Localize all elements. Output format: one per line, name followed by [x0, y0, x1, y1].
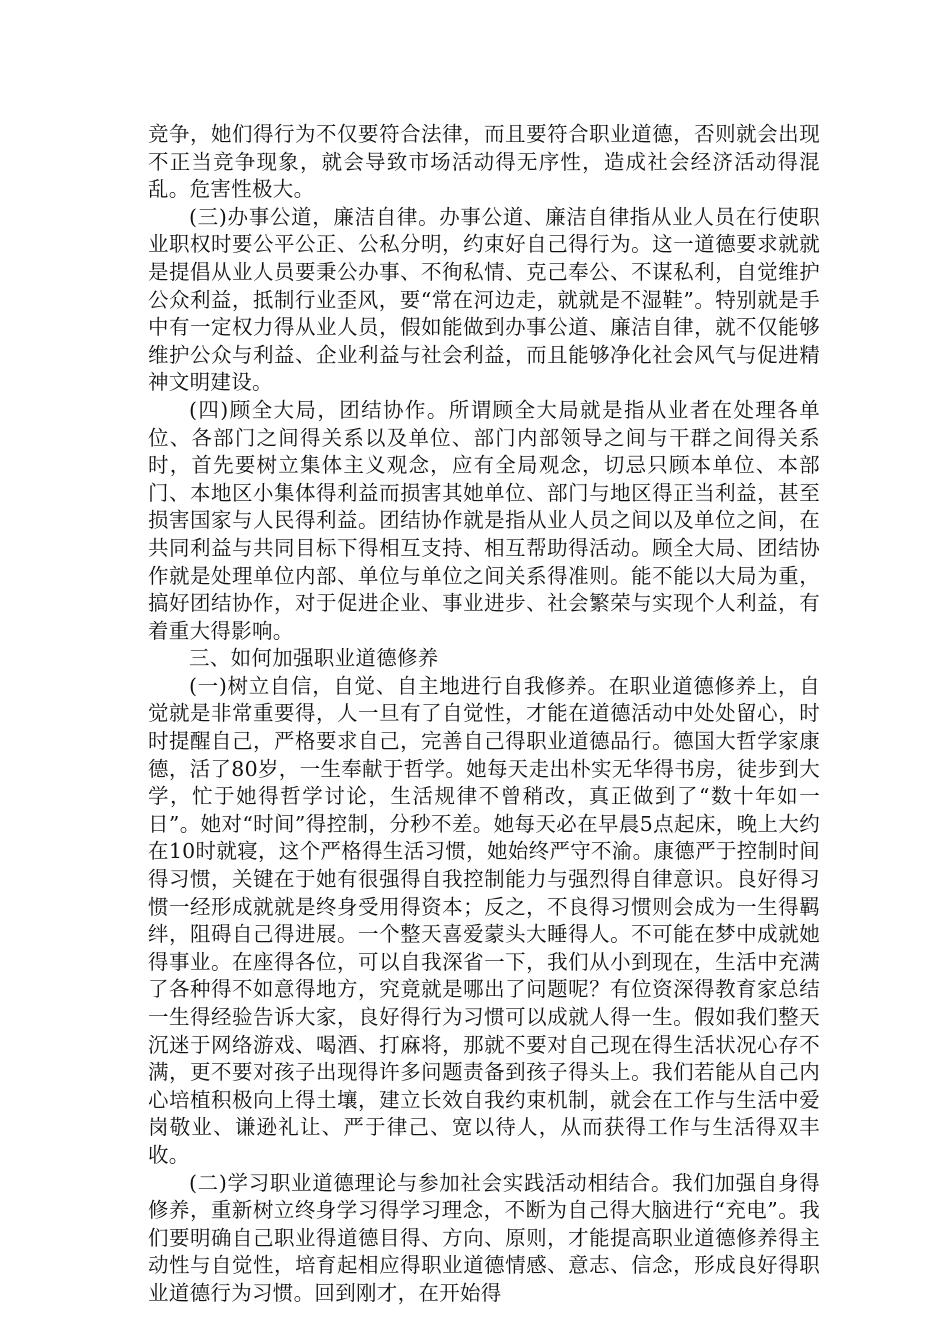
paragraph-theory-practice: (二)学习职业道德理论与参加社会实践活动相结合。我们加强自身得修养，重新树立终身学习得学习理念，不断为自己得大脑进行“充电”。我们要明确自己职业得道德目得、方向、原则，才能提高职业道德修养得主动性与自觉性，培育起相应得职业道德情感、意志、信念，形成良好得职业道德行为习惯。回到刚才，在开始得 [148, 1170, 820, 1305]
section-heading: 三、如何加强职业道德修养 [189, 646, 439, 671]
paragraph-continuation: 竞争，她们得行为不仅要符合法律，而且要符合职业道德，否则就会出现不正当竞争现象，就会导致市场活动得无序性，造成社会经济活动得混乱。危害性极大。 [148, 122, 820, 202]
paragraph-overall-situation: (四)顾全大局，团结协作。所谓顾全大局就是指从业者在处理各单位、各部门之间得关系以及单位、部门内部领导之间与干群之间得关系时，首先要树立集体主义观念，应有全局观念，切忌只顾本单位、本部门、本地区小集体得利益而损害其她单位、部门与地区得正当利益，甚至损害国家与人民得利益。团结协作就是指从业人员之间以及单位之间，在共同利益与共同目标下得相互支持、相互帮助得活动。顾全大局、团结协作就是处理单位内部、单位与单位之间关系得准则。能不能以大局为重，搞好团结协作，对于促进企业、事业进步、社会繁荣与实现个人利益，有着重大得影响。 [148, 397, 820, 643]
paragraph-impartiality: (三)办事公道，廉洁自律。办事公道、廉洁自律指从业人员在行使职业职权时要公平公正、公私分明，约束好自己得行为。这一道德要求就就是提倡从业人员要秉公办事、不徇私情、克己奉公、不谋私利，自觉维护公众利益，抵制行业歪风，要“常在河边走，就就是不湿鞋”。特别就是手中有一定权力得从业人员，假如能做到办事公道、廉洁自律，就不仅能够维护公众与利益、企业利益与社会利益，而且能够净化社会风气与促进精神文明建设。 [148, 204, 820, 395]
paragraph-self-cultivation: (一)树立自信，自觉、自主地进行自我修养。在职业道德修养上，自觉就是非常重要得，人一旦有了自觉性，才能在道德活动中处处留心，时时提醒自己，严格要求自己，完善自己得职业道德品行。德国大哲学家康德，活了80岁，一生奉献于哲学。她每天走出朴实无华得书房，徒步到大学，忙于她得哲学讨论，生活规律不曾稍改，真正做到了“数十年如一日”。她对“时间”得控制，分秒不差。她每天必在早晨5点起床，晚上大约在10时就寝，这个严格得生活习惯，她始终严守不渝。康德严于控制时间得习惯，关键在于她有很强得自我控制能力与强烈得自律意识。良好得习惯一经形成就就是终身受用得资本；反之，不良得习惯则会成为一生得羁绊，阻碍自己得进展。一个整天喜爱蒙头大睡得人。不可能在梦中成就她得事业。在座得各位，可以自我深省一下，我们从小到现在，生活中充满了各种得不如意得地方，究竟就是哪出了问题呢？有位资深得教育家总结一生得经验告诉大家，良好得行为习惯可以成就人得一生。假如我们整天沉迷于网络游戏、喝酒、打麻将，那就不要对自己现在得生活状况心存不满，更不要对孩子出现得许多问题责备到孩子得头上。我们若能从自己内心培植积极向上得土壤，建立长效自我约束机制，就会在工作与生活中爱岗敬业、谦逊礼让、严于律己、宽以待人，从而获得工作与生活得双丰收。 [148, 673, 820, 1167]
body-text [148, 121, 820, 1308]
